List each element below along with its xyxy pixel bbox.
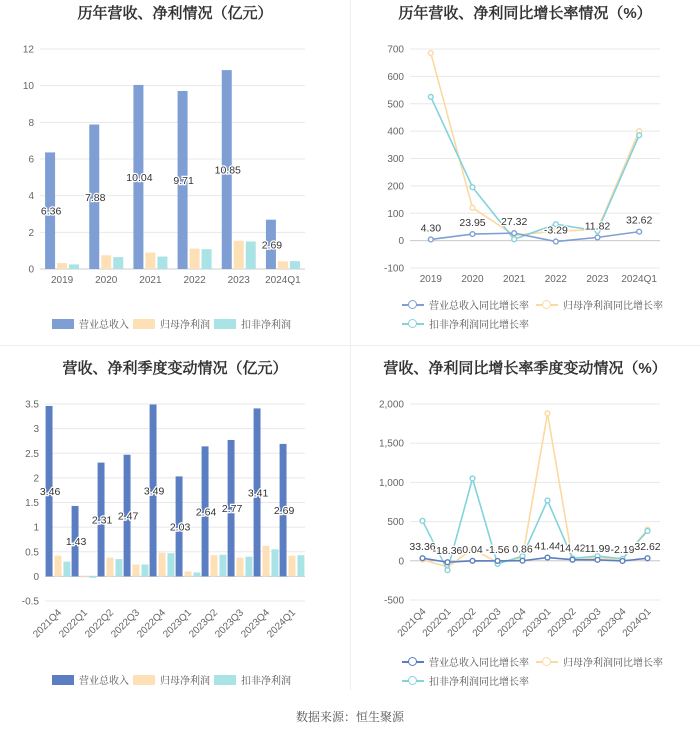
series-point bbox=[428, 95, 433, 100]
x-tick-label: 2023Q3 bbox=[570, 606, 604, 640]
x-tick-label: 2019 bbox=[419, 274, 442, 285]
chart-title: 营收、净利季度变动情况（亿元） bbox=[62, 360, 288, 377]
y-tick-label: 2,000 bbox=[378, 399, 404, 411]
legend-swatch bbox=[214, 675, 236, 685]
bar bbox=[263, 546, 270, 577]
x-tick-label: 2024Q1 bbox=[620, 606, 654, 640]
data-label: 27.32 bbox=[501, 216, 528, 229]
data-label: 9.71 bbox=[173, 174, 194, 187]
quarterly-revenue-chart bbox=[0, 355, 350, 665]
data-label: 1.43 bbox=[65, 536, 87, 549]
chart-title: 历年营收、净利同比增长率情况（%） bbox=[398, 5, 652, 22]
x-tick-label: 2022Q2 bbox=[445, 606, 479, 640]
x-tick-label: 2023Q4 bbox=[239, 607, 273, 641]
data-label: 32.62 bbox=[634, 541, 661, 554]
data-label: 2.77 bbox=[221, 503, 243, 516]
legend-swatch bbox=[52, 675, 74, 685]
y-tick-label: 8 bbox=[28, 117, 34, 129]
bar bbox=[234, 241, 244, 269]
y-tick-label: 600 bbox=[387, 71, 404, 83]
series-point bbox=[637, 133, 642, 138]
legend-swatch bbox=[214, 319, 236, 329]
series-point bbox=[545, 411, 550, 416]
data-label: 2.64 bbox=[195, 506, 217, 519]
y-tick-label: 500 bbox=[387, 517, 404, 529]
data-label: 10.85 bbox=[214, 164, 241, 177]
y-tick-label: 12 bbox=[22, 44, 34, 56]
y-tick-label: 2.5 bbox=[25, 448, 39, 460]
bar bbox=[69, 264, 79, 269]
legend-item-deducted-profit[interactable] bbox=[214, 316, 291, 331]
legend-swatch bbox=[133, 675, 155, 685]
legend-swatch bbox=[133, 319, 155, 329]
y-tick-label: -0.5 bbox=[21, 596, 39, 608]
data-label: 10.04 bbox=[126, 171, 153, 184]
legend-swatch bbox=[402, 319, 424, 329]
bar bbox=[145, 253, 155, 270]
series-point bbox=[445, 568, 450, 573]
y-tick-label: 300 bbox=[387, 154, 404, 165]
data-label: 14.42 bbox=[559, 542, 586, 555]
bar bbox=[157, 257, 167, 269]
data-label: 32.62 bbox=[626, 214, 653, 227]
series-point bbox=[428, 51, 433, 56]
y-tick-label: -500 bbox=[383, 595, 404, 607]
series-point bbox=[470, 476, 475, 481]
y-tick-label: 6 bbox=[28, 154, 34, 166]
legend-item-deducted-growth[interactable] bbox=[402, 673, 529, 688]
horizontal-divider bbox=[0, 345, 700, 346]
series-point bbox=[445, 560, 450, 565]
bar bbox=[219, 555, 226, 577]
series-point bbox=[637, 229, 642, 234]
series-point bbox=[470, 185, 475, 190]
x-tick-label: 2023Q3 bbox=[213, 607, 247, 641]
legend-item-net-profit-growth[interactable] bbox=[536, 654, 663, 669]
series-point bbox=[512, 231, 517, 236]
bar bbox=[107, 558, 114, 577]
x-tick-label: 2023Q1 bbox=[161, 607, 195, 641]
bar bbox=[141, 565, 148, 577]
data-label: 0.04 bbox=[462, 543, 483, 556]
legend-item-net-profit[interactable] bbox=[133, 672, 210, 687]
bar bbox=[278, 261, 288, 269]
annual-revenue-panel bbox=[0, 0, 350, 345]
series-point bbox=[545, 555, 550, 560]
x-tick-label: 2022Q3 bbox=[470, 606, 504, 640]
legend-label: 扣非净利润 bbox=[241, 676, 291, 687]
data-source-footer: 数据来源：恒生聚源 bbox=[295, 710, 404, 724]
legend-item-deducted-profit[interactable] bbox=[214, 672, 291, 687]
y-tick-label: 0 bbox=[28, 264, 34, 276]
bar bbox=[89, 576, 96, 577]
legend-label: 归母净利润 bbox=[160, 676, 210, 687]
legend-label: 归母净利润同比增长率 bbox=[563, 301, 663, 312]
legend-swatch bbox=[536, 657, 558, 667]
legend-swatch bbox=[402, 676, 424, 686]
data-label: 4.30 bbox=[420, 222, 442, 235]
series-point bbox=[645, 556, 650, 561]
y-tick-label: 500 bbox=[387, 99, 404, 111]
y-tick-label: 0 bbox=[33, 571, 39, 583]
y-tick-label: -100 bbox=[383, 263, 404, 275]
y-tick-label: 1.5 bbox=[25, 498, 39, 509]
x-tick-label: 2023 bbox=[227, 275, 250, 286]
legend-item-revenue-growth[interactable] bbox=[402, 297, 529, 312]
x-tick-label: 2023Q1 bbox=[520, 606, 554, 640]
y-tick-label: 1,500 bbox=[378, 438, 404, 450]
data-label: 6.36 bbox=[40, 205, 62, 218]
data-label: 2.69 bbox=[261, 239, 283, 252]
x-tick-label: 2021Q4 bbox=[395, 606, 429, 640]
data-label: 2.69 bbox=[273, 505, 295, 518]
legend-item-revenue-growth[interactable] bbox=[402, 654, 529, 669]
legend-item-net-profit[interactable] bbox=[133, 316, 210, 331]
bar bbox=[55, 556, 62, 577]
y-tick-label: 1,000 bbox=[378, 477, 404, 489]
x-tick-label: 2022 bbox=[544, 274, 567, 285]
legend-label: 归母净利润同比增长率 bbox=[563, 658, 663, 669]
bar bbox=[245, 557, 252, 577]
bar bbox=[159, 553, 166, 577]
legend-swatch bbox=[52, 319, 74, 329]
series-point bbox=[470, 205, 475, 210]
legend-label: 营业总收入同比增长率 bbox=[429, 301, 529, 312]
series-point bbox=[645, 529, 650, 534]
x-tick-label: 2021Q4 bbox=[31, 607, 65, 641]
data-label: 41.44 bbox=[534, 540, 561, 553]
series-point bbox=[420, 556, 425, 561]
annual-growth-chart bbox=[350, 0, 700, 300]
series-point bbox=[620, 559, 625, 564]
data-label: 3.46 bbox=[39, 486, 61, 499]
bar bbox=[297, 555, 304, 576]
series-point bbox=[512, 237, 517, 242]
x-tick-label: 2024Q1 bbox=[265, 275, 301, 286]
x-tick-label: 2022Q4 bbox=[495, 606, 529, 640]
series-point bbox=[470, 232, 475, 237]
series-point bbox=[470, 558, 475, 563]
data-label: 2.31 bbox=[91, 514, 113, 527]
chart-title: 营收、净利同比增长率季度变动情况（%） bbox=[383, 360, 667, 377]
legend-item-revenue[interactable] bbox=[52, 316, 129, 331]
legend-label: 扣非净利润 bbox=[241, 320, 291, 331]
bar bbox=[289, 556, 296, 577]
y-tick-label: 2 bbox=[33, 473, 39, 485]
data-label: 3.41 bbox=[247, 487, 269, 500]
bar bbox=[190, 249, 200, 269]
legend-label: 营业总收入 bbox=[79, 676, 129, 687]
data-label: -18.36 bbox=[432, 545, 463, 558]
series-point bbox=[595, 557, 600, 562]
legend-item-deducted-growth[interactable] bbox=[402, 316, 529, 331]
x-tick-label: 2024Q1 bbox=[621, 274, 657, 285]
series-point bbox=[595, 235, 600, 240]
data-label: 2.03 bbox=[169, 521, 191, 534]
series-point bbox=[495, 559, 500, 564]
legend-swatch bbox=[402, 657, 424, 667]
y-tick-label: 3.5 bbox=[25, 399, 39, 411]
x-tick-label: 2022Q1 bbox=[57, 607, 91, 641]
data-label: -2.19 bbox=[610, 543, 635, 556]
legend-label: 营业总收入同比增长率 bbox=[429, 658, 529, 669]
chart-title: 历年营收、净利情况（亿元） bbox=[77, 5, 273, 22]
x-tick-label: 2022Q4 bbox=[135, 607, 169, 641]
bar bbox=[81, 576, 88, 577]
x-tick-label: 2022Q2 bbox=[83, 607, 117, 641]
legend-item-net-profit-growth[interactable] bbox=[536, 297, 663, 312]
annual-revenue-chart bbox=[0, 0, 350, 300]
x-tick-label: 2023Q2 bbox=[187, 607, 221, 641]
bar bbox=[185, 571, 192, 576]
y-tick-label: 0 bbox=[398, 556, 404, 568]
bar bbox=[167, 553, 174, 576]
data-label: -1.56 bbox=[485, 543, 510, 556]
data-label: -3.29 bbox=[543, 224, 568, 237]
legend-label: 扣非净利润同比增长率 bbox=[429, 677, 529, 688]
series-point bbox=[553, 239, 558, 244]
series-point bbox=[420, 518, 425, 523]
bar bbox=[115, 559, 122, 576]
quarterly-growth-chart bbox=[350, 355, 700, 655]
x-tick-label: 2022Q3 bbox=[109, 607, 143, 641]
bar bbox=[113, 257, 123, 269]
annual-growth-panel bbox=[350, 0, 700, 345]
quarterly-revenue-panel bbox=[0, 355, 350, 700]
y-tick-label: 0 bbox=[398, 236, 404, 248]
data-label: 11.82 bbox=[584, 220, 611, 233]
bar bbox=[237, 558, 244, 577]
data-label: 0.86 bbox=[512, 543, 533, 556]
y-tick-label: 100 bbox=[387, 208, 404, 220]
bar bbox=[290, 261, 300, 269]
bar bbox=[211, 555, 218, 576]
y-tick-label: 3 bbox=[33, 424, 39, 436]
series-point bbox=[545, 498, 550, 503]
data-label: 3.49 bbox=[143, 485, 165, 498]
y-tick-label: 10 bbox=[22, 81, 34, 93]
legend-label: 营业总收入 bbox=[79, 320, 129, 331]
bar bbox=[101, 255, 111, 269]
y-tick-label: 200 bbox=[387, 181, 404, 193]
bar bbox=[271, 549, 278, 576]
legend-item-revenue[interactable] bbox=[52, 672, 129, 687]
y-tick-label: 700 bbox=[387, 44, 404, 56]
bar bbox=[133, 565, 140, 577]
bar bbox=[193, 572, 200, 576]
x-tick-label: 2023 bbox=[586, 274, 609, 285]
x-tick-label: 2020 bbox=[95, 275, 118, 286]
x-tick-label: 2021 bbox=[139, 275, 162, 286]
x-tick-label: 2024Q1 bbox=[265, 607, 299, 641]
y-tick-label: 1 bbox=[33, 522, 39, 534]
legend-label: 归母净利润 bbox=[160, 320, 210, 331]
x-tick-label: 2022 bbox=[183, 275, 206, 286]
x-tick-label: 2020 bbox=[461, 274, 484, 285]
bar bbox=[63, 562, 70, 577]
data-label: 7.88 bbox=[85, 191, 106, 204]
y-tick-label: 2 bbox=[28, 227, 34, 239]
series-point bbox=[520, 558, 525, 563]
legend-label: 扣非净利润同比增长率 bbox=[429, 320, 529, 331]
series-point bbox=[428, 237, 433, 242]
bar bbox=[202, 249, 212, 269]
y-tick-label: 4 bbox=[28, 191, 34, 203]
legend-swatch bbox=[536, 300, 558, 310]
quarterly-growth-panel bbox=[350, 355, 700, 700]
y-tick-label: 400 bbox=[387, 126, 404, 138]
data-label: 23.95 bbox=[459, 217, 486, 230]
x-tick-label: 2022Q1 bbox=[420, 606, 454, 640]
y-tick-label: 0.5 bbox=[25, 547, 39, 559]
series-point bbox=[570, 557, 575, 562]
data-label: 2.47 bbox=[117, 510, 139, 523]
x-tick-label: 2023Q4 bbox=[595, 606, 629, 640]
bar bbox=[57, 263, 67, 269]
x-tick-label: 2019 bbox=[50, 275, 74, 286]
x-tick-label: 2023Q2 bbox=[545, 606, 579, 640]
data-label: 11.99 bbox=[584, 542, 611, 555]
legend-swatch bbox=[402, 300, 424, 310]
x-tick-label: 2021 bbox=[503, 274, 526, 285]
bar bbox=[246, 242, 256, 270]
data-label: 33.36 bbox=[409, 541, 436, 554]
